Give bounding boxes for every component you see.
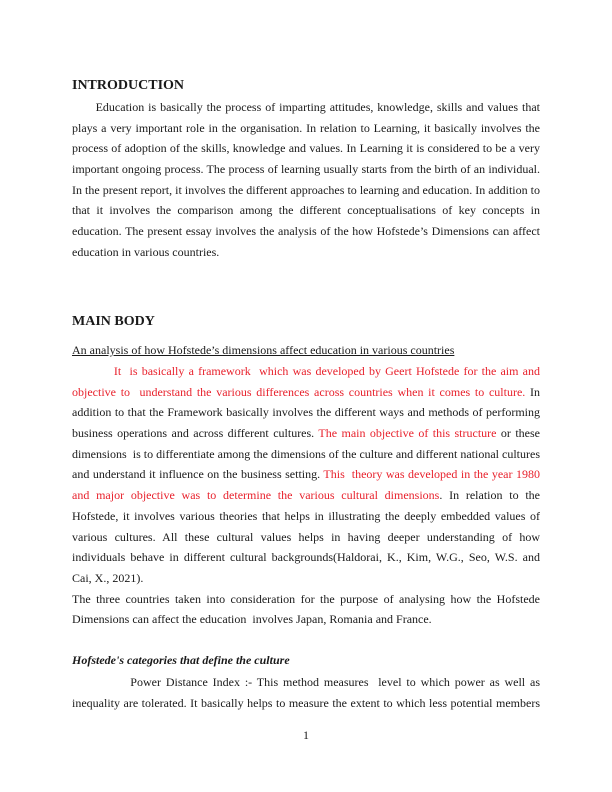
text-line (72, 221, 540, 242)
text-line (72, 568, 540, 589)
text-line (72, 423, 540, 444)
text-segment: individuals behave in different cultural backgrounds(Haldorai, K., Kim, W.G., Seo, W.S. and (72, 550, 540, 565)
text-line (72, 693, 540, 714)
section-subheading: An analysis of how Hofstede’s dimensions affect education in various countries (72, 343, 455, 357)
text-line (72, 118, 540, 139)
text-segment: In (525, 384, 540, 399)
categories-heading: Hofstede's categories that define the culture (72, 653, 290, 667)
categories-paragraph (72, 672, 540, 713)
text-line (72, 97, 540, 118)
text-segment: Education is basically the process of imparting attitudes, knowledge, skills and values that (72, 100, 540, 114)
text-segment: Cai, X., 2021). (72, 570, 144, 585)
text-line (72, 361, 540, 382)
text-segment: dimensions is to differentiate among the dimensions of the culture and different national cultures (72, 446, 540, 461)
highlighted-text: The main objective of this structure (318, 426, 497, 441)
text-segment: The three countries taken into consideration for the purpose of analysing how the Hofstede (72, 591, 540, 606)
text-segment: plays a very important role in the organisation. In relation to Learning, it basically involves the (72, 120, 540, 135)
text-segment: business operations and across different cultures. (72, 426, 319, 441)
text-line (72, 485, 540, 506)
text-line (72, 180, 540, 201)
text-line (72, 200, 540, 221)
text-segment: inequality are tolerated. It basically helps to measure the extent to which less potential members (72, 695, 540, 710)
highlighted-text: It is basically a framework which was developed by Geert Hofstede for the aim and (72, 364, 540, 378)
main-body-heading: MAIN BODY (72, 314, 155, 329)
text-line (72, 672, 540, 693)
highlighted-text: This theory was developed in the year 1980 (323, 467, 541, 482)
text-segment: Dimensions can affect the education involves Japan, Romania and France. (72, 612, 432, 627)
text-line (72, 382, 540, 403)
text-segment: Hofstede, it involves various theories that helps in illustrating the deeply embedded values of (72, 508, 540, 523)
text-line (72, 547, 540, 568)
text-segment: process of adoption of the skills, knowledge and values. In Learning it is considered to be a very (72, 141, 540, 156)
page-number: 1 (303, 728, 309, 742)
text-line (72, 506, 540, 527)
text-line (72, 589, 540, 610)
text-segment: or these (496, 426, 541, 441)
introduction-heading: INTRODUCTION (72, 78, 185, 93)
text-line (72, 402, 540, 423)
text-line (72, 242, 540, 263)
introduction-paragraph (72, 97, 540, 263)
text-line (72, 159, 540, 180)
main-body-paragraphs (72, 361, 540, 630)
text-segment: various cultures. All these cultural values helps in having deeper understanding of how (72, 529, 540, 544)
text-segment: that it involves the comparison among the different conceptualisations of key concepts in (72, 203, 540, 218)
text-segment: education in various countries. (72, 244, 220, 259)
text-segment: education. The present essay involves the analysis of the how Hofstede’s Dimensions can affect (72, 224, 540, 239)
text-line (72, 138, 540, 159)
highlighted-text: objective to understand the various differences across countries when it comes to culture. (72, 384, 526, 399)
text-line (72, 609, 540, 630)
text-segment: . In relation to the (439, 488, 541, 503)
text-line (72, 527, 540, 548)
text-segment: and understand it influence on the business setting. (72, 467, 324, 482)
highlighted-text: and major objective was to determine the various cultural dimensions (72, 488, 440, 503)
text-line (72, 464, 540, 485)
text-segment: In the present report, it involves the different approaches to learning and education. In addition to (72, 182, 540, 197)
text-segment: important ongoing process. The process of learning usually starts from the birth of an individual. (72, 162, 540, 177)
text-line (72, 444, 540, 465)
text-segment: Power Distance Index :- This method measures level to which power as well as (72, 675, 540, 689)
text-segment: addition to that the Framework basically involves the different ways and methods of performing (72, 405, 540, 420)
